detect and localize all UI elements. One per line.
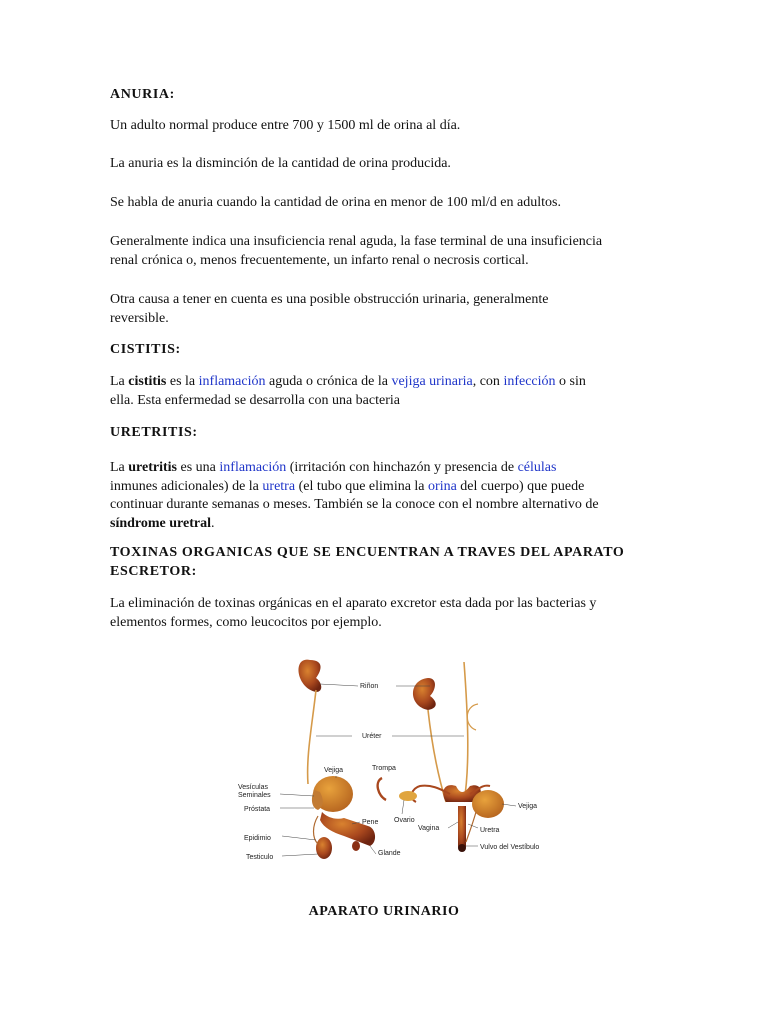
label-ureter: Uréter: [362, 733, 382, 740]
bold-term: cistitis: [128, 374, 167, 389]
heading-cistitis: CISTITIS:: [110, 342, 181, 357]
text: aguda o crónica de la: [265, 374, 392, 389]
paragraph-line: [110, 515, 658, 534]
urinary-system-illustration: [232, 656, 552, 876]
text: del cuerpo) que puede: [456, 478, 585, 494]
text: es la: [166, 374, 199, 389]
paragraph-line: [110, 373, 658, 392]
text: o sin: [555, 374, 586, 389]
label-prostata: Próstata: [244, 806, 271, 813]
label-testiculo: Testiculo: [246, 854, 274, 861]
heading-line: TOXINAS ORGANICAS QUE SE ENCUENTRAN A TRAVES DEL APARATO: [110, 545, 625, 560]
figure-caption: APARATO URINARIO: [308, 904, 460, 919]
label-vejiga-female: Vejiga: [518, 803, 538, 810]
paragraph-line: renal crónica o, menos frecuentemente, un infarto renal o necrosis cortical.: [110, 252, 529, 268]
paragraph: [110, 291, 658, 328]
paragraph: [110, 233, 658, 270]
paragraph-uretritis: [110, 459, 658, 533]
label-trompa: Trompa: [372, 765, 396, 772]
text: La: [110, 374, 129, 389]
text: .: [210, 515, 215, 531]
link-vejiga-urinaria[interactable]: vejiga urinaria: [391, 374, 473, 389]
text: es una: [177, 460, 220, 475]
paragraph-line: continuar durante semanas o meses. También se la conoce con el nombre alternativo de: [110, 497, 599, 512]
text: , con: [472, 374, 504, 389]
link-infeccion[interactable]: infección: [503, 374, 556, 389]
paragraph-line: La eliminación de toxinas orgánicas en el aparato excretor esta dada por las bacterias y: [110, 596, 597, 611]
paragraph: Un adulto normal produce entre 700 y 1500 ml de orina al día.: [110, 118, 461, 133]
paragraph: La anuria es la disminción de la cantidad de orina producida.: [110, 156, 451, 171]
label-pene: Pene: [362, 819, 379, 826]
heading-anuria: ANURIA:: [110, 87, 175, 102]
bold-term: síndrome uretral: [110, 515, 211, 531]
paragraph: [110, 595, 658, 632]
label-rinon: Riñon: [360, 683, 379, 690]
link-orina[interactable]: orina: [428, 478, 457, 494]
label-vejiga-male: Vejiga: [324, 767, 344, 774]
text: (irritación con hinchazón y presencia de: [286, 460, 518, 475]
paragraph-line: ella. Esta enfermedad se desarrolla con una bacteria: [110, 392, 400, 408]
paragraph-cistitis: [110, 373, 658, 410]
paragraph-line: [110, 478, 658, 497]
paragraph-line: elementos formes, como leucocitos por ejemplo.: [110, 614, 382, 630]
heading-toxinas: [110, 544, 658, 581]
paragraph: Se habla de anuria cuando la cantidad de orina en menor de 100 ml/d en adultos.: [110, 195, 561, 210]
label-vesiculas: Vesículas: [238, 784, 268, 791]
paragraph-line: [110, 459, 658, 478]
link-inflamacion[interactable]: inflamación: [198, 374, 266, 389]
text: inmunes adicionales) de la: [110, 478, 263, 494]
label-uretra: Uretra: [480, 827, 500, 834]
heading-uretritis: URETRITIS:: [110, 425, 198, 440]
paragraph-line: Otra causa a tener en cuenta es una posible obstrucción urinaria, generalmente: [110, 292, 549, 307]
label-epidimio: Epidimio: [244, 835, 271, 842]
paragraph-line: Generalmente indica una insuficiencia renal aguda, la fase terminal de una insuficiencia: [110, 234, 603, 249]
bold-term: uretritis: [128, 460, 177, 475]
link-celulas[interactable]: células: [517, 460, 557, 475]
text: La: [110, 460, 129, 475]
link-inflamacion[interactable]: inflamación: [219, 460, 287, 475]
label-seminales: Seminales: [238, 792, 271, 799]
heading-line: ESCRETOR:: [110, 563, 197, 579]
text: (el tubo que elimina la: [295, 478, 429, 494]
label-vulva: Vulvo del Vestíbulo: [480, 844, 540, 851]
label-glande: Glande: [378, 850, 401, 857]
paragraph-line: reversible.: [110, 310, 169, 326]
label-ovario: Ovario: [394, 817, 415, 824]
label-vagina: Vagina: [418, 825, 440, 832]
link-uretra[interactable]: uretra: [262, 478, 296, 494]
